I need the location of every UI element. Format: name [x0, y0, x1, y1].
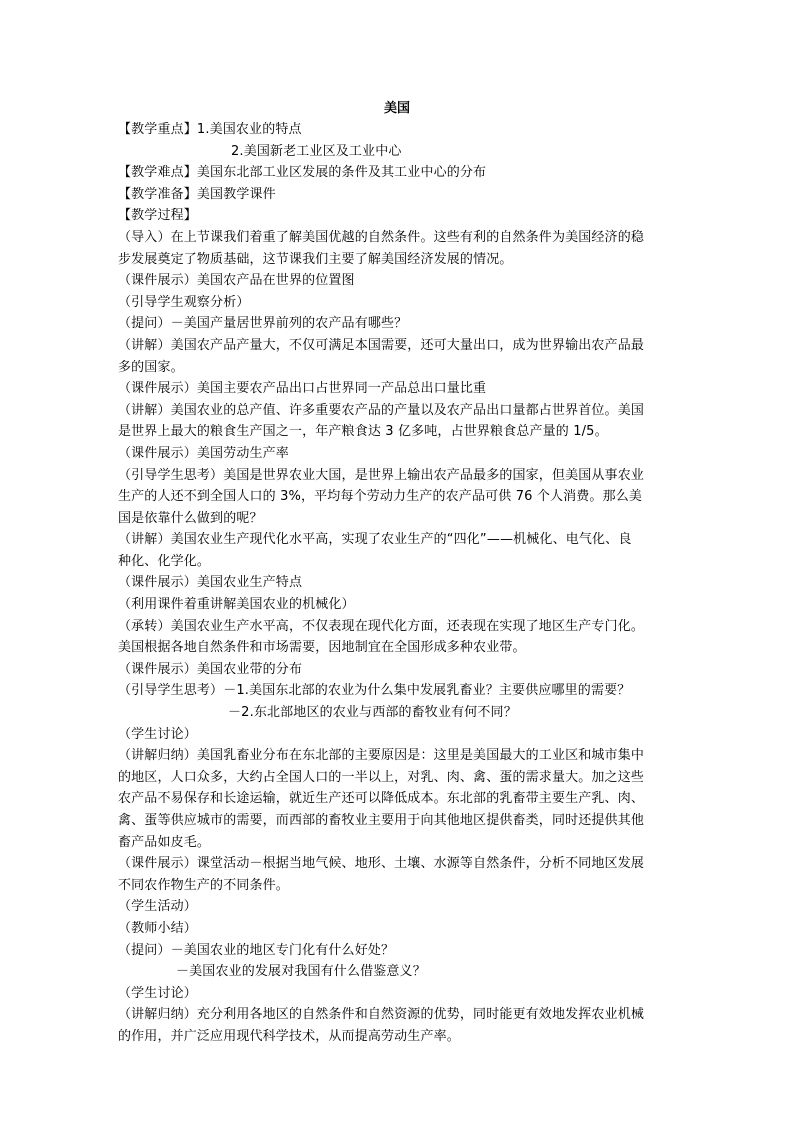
text-line: 禽、蛋等供应城市的需要，而西部的畜牧业主要用于向其他地区提供畜类，同时还提供其他	[118, 813, 645, 828]
text-line: （提问）－美国产量居世界前列的农产品有哪些？	[118, 316, 408, 332]
text-line: 是世界上最大的粮食生产国之一，年产粮食达 3 亿多吨，占世界粮食总产量的 1/5。	[118, 424, 608, 440]
document-body	[118, 119, 678, 1048]
text-line: 国是依靠什么做到的呢？	[118, 510, 263, 526]
text-line: （承转）美国农业生产水平高，不仅表现在现代化方面，还表现在实现了地区生产专门化。	[118, 618, 645, 634]
text-line: 生产的人还不到全国人口的 3%，平均每个劳动力生产的农产品可供 76 个人消费。那么美	[118, 489, 643, 505]
text-line: 种化、化学化。	[118, 553, 211, 569]
text-line: －2.东北部地区的农业与西部的畜牧业有何不同？	[228, 705, 517, 721]
text-line: （课件展示）美国农业生产特点	[118, 575, 303, 591]
text-line: 美国根据各地自然条件和市场需要，因地制宜在全国形成多种农业带。	[118, 640, 526, 656]
page-title: 美国	[383, 101, 410, 116]
text-line: （提问）－美国农业的地区专门化有什么好处？	[118, 942, 395, 958]
text-line: （引导学生观察分析）	[118, 294, 250, 310]
text-line: 农产品不易保存和长途运输，就近生产还可以降低成本。东北部的乳畜带主要生产乳、肉、	[118, 791, 645, 807]
text-line: （教师小结）	[118, 920, 197, 936]
text-line: （学生讨论）	[118, 985, 197, 1001]
text-line: 多的国家。	[118, 359, 184, 375]
text-line: （课件展示）美国农产品在世界的位置图	[118, 273, 355, 289]
text-line: 不同农作物生产的不同条件。	[118, 877, 289, 893]
text-line: 2.美国新老工业区及工业中心	[231, 143, 402, 159]
text-line: （课件展示）美国劳动生产率	[118, 445, 289, 461]
text-line: 畜产品如皮毛。	[118, 834, 211, 850]
text-line: （导入）在上节课我们着重了解美国优越的自然条件。这些有利的自然条件为美国经济的稳	[118, 229, 645, 245]
text-line: （学生讨论）	[118, 726, 197, 742]
text-line: 的作用，并广泛应用现代科学技术，从而提高劳动生产率。	[118, 1028, 460, 1044]
text-line: （利用课件着重讲解美国农业的机械化）	[118, 597, 355, 613]
text-line: （学生活动）	[118, 899, 197, 915]
text-line: 【教学难点】美国东北部工业区发展的条件及其工业中心的分布	[118, 165, 487, 181]
text-line: －美国农业的发展对我国有什么借鉴意义？	[176, 964, 426, 980]
text-line: （讲解归纳）美国乳畜业分布在东北部的主要原因是：这里是美国最大的工业区和城市集中	[118, 748, 645, 764]
text-line: （讲解归纳）充分利用各地区的自然条件和自然资源的优势，同时能更有效地发挥农业机械	[118, 1007, 645, 1023]
text-line: 【教学准备】美国教学课件	[118, 186, 276, 202]
text-line: （讲解）美国农业生产现代化水平高，实现了农业生产的“四化”——机械化、电气化、良	[118, 532, 632, 548]
text-line: 步发展奠定了物质基础，这节课我们主要了解美国经济发展的情况。	[118, 251, 513, 267]
text-line: 【教学重点】1.美国农业的特点	[118, 122, 302, 137]
text-line: （课件展示）美国农业带的分布	[118, 661, 303, 677]
text-line: （课件展示）课堂活动－根据当地气候、地形、土壤、水源等自然条件，分析不同地区发展	[118, 856, 645, 872]
text-line: （引导学生思考）－1.美国东北部的农业为什么集中发展乳畜业？主要供应哪里的需要？	[118, 683, 631, 699]
text-line: 【教学过程】	[118, 208, 197, 224]
text-line: 的地区，人口众多，大约占全国人口的一半以上，对乳、肉、禽、蛋的需求量大。加之这些	[118, 769, 645, 785]
text-line: （引导学生思考）美国是世界农业大国，是世界上输出农产品最多的国家，但美国从事农业	[118, 467, 645, 483]
text-line: （讲解）美国农产品产量大，不仅可满足本国需要，还可大量出口，成为世界输出农产品最	[118, 337, 645, 353]
text-line: （讲解）美国农业的总产值、许多重要农产品的产量以及农产品出口量都占世界首位。美国	[118, 402, 645, 418]
text-line: （课件展示）美国主要农产品出口占世界同一产品总出口量比重	[118, 381, 487, 397]
